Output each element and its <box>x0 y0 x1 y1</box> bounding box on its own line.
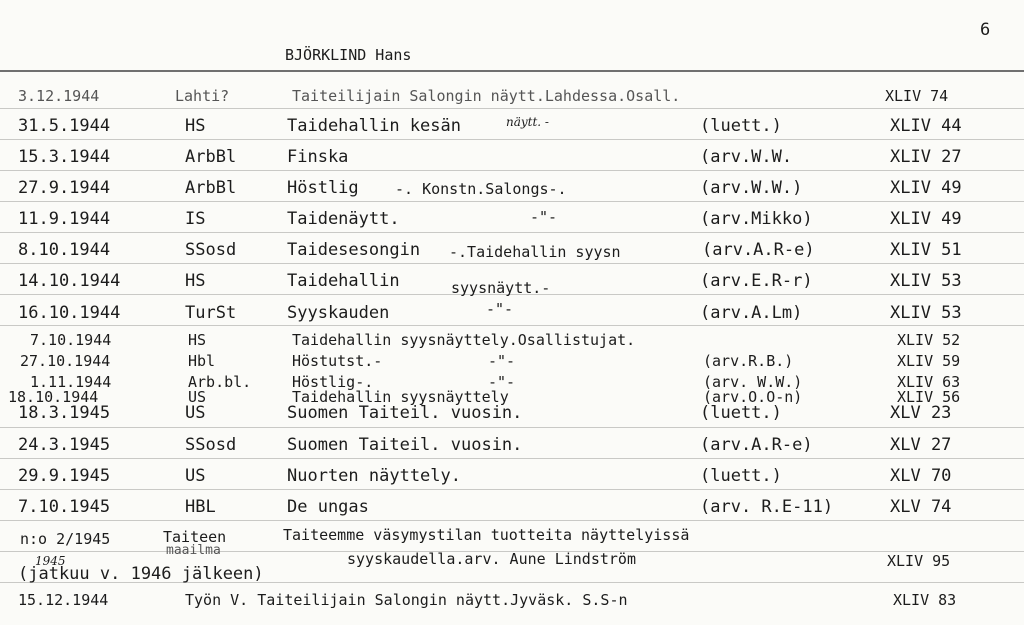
entry-ref: XLIV 74 <box>885 87 949 105</box>
entry-ref: XLIV 27 <box>890 147 962 167</box>
entry-author: (arv.W.W. <box>700 147 793 167</box>
ditto-mark: -"- <box>488 352 516 370</box>
ditto-mark: -"- <box>488 373 516 391</box>
entry-date: 14.10.1944 <box>18 271 121 291</box>
entry-author: (luett.) <box>700 466 782 486</box>
entry-author: (arv.Mikko) <box>700 209 813 229</box>
ruled-line <box>0 427 1024 428</box>
entry-date: 15.3.1944 <box>18 147 111 167</box>
entry-date: 7.10.1945 <box>18 497 111 517</box>
entry-source: US <box>185 466 206 486</box>
entry-title: Nuorten näyttely. <box>287 466 461 486</box>
entry-title-continuation: -.Taidehallin syysn <box>449 243 621 261</box>
entry-source: ArbBl <box>185 147 237 167</box>
note-title: Taiteemme väsymystilan tuotteita näyttelyissä <box>283 526 690 544</box>
entry-author: (luett.) <box>700 116 782 136</box>
entry-source: HS <box>185 271 206 291</box>
entry-date: 27.10.1944 <box>20 352 111 370</box>
note-source: Taiteen <box>163 528 227 546</box>
entry-source: SSosd <box>185 240 237 260</box>
ruled-line <box>0 139 1024 140</box>
entry-ref: XLIV 51 <box>890 240 962 260</box>
entry-title: Höstutst.- <box>292 352 383 370</box>
ruled-line <box>0 232 1024 233</box>
entry-date: 8.10.1944 <box>18 240 111 260</box>
entry-title: De ungas <box>287 497 369 517</box>
entry-title: Höstlig-. <box>292 373 374 391</box>
entry-ref: XLV 23 <box>890 403 952 423</box>
page-number: 6 <box>980 20 991 40</box>
entry-source: HS <box>185 116 206 136</box>
entry-source: US <box>185 403 206 423</box>
entry-title: Työn V. Taiteilijain Salongin näytt.Jyväsk. S.S-n <box>185 591 628 609</box>
entry-author: (arv.A.Lm) <box>700 303 803 323</box>
entry-date: 29.9.1945 <box>18 466 111 486</box>
ruled-line <box>0 489 1024 490</box>
entry-source: Lahti? <box>175 87 230 105</box>
ruled-line <box>0 108 1024 109</box>
handwritten-year: 1945 <box>35 554 66 568</box>
entry-author: (arv.A.R-e) <box>700 435 813 455</box>
entry-date: 7.10.1944 <box>30 331 112 349</box>
entry-date: 11.9.1944 <box>18 209 111 229</box>
entry-date: 3.12.1944 <box>18 87 100 105</box>
entry-source: HS <box>188 331 207 349</box>
entry-ref: XLIV 49 <box>890 178 962 198</box>
ruled-line <box>0 201 1024 202</box>
entry-date: 18.3.1945 <box>18 403 111 423</box>
entry-date: 31.5.1944 <box>18 116 111 136</box>
continuation-note: (jatkuu v. 1946 jälkeen) <box>18 564 264 584</box>
entry-date: 15.12.1944 <box>18 591 109 609</box>
entry-author: (arv.E.R-r) <box>700 271 813 291</box>
entry-date: 18.10.1944 <box>8 388 99 406</box>
entry-ref: XLIV 59 <box>897 352 961 370</box>
entry-title: Taiteilijain Salongin näytt.Lahdessa.Osall. <box>292 87 681 105</box>
entry-source: SSosd <box>185 435 237 455</box>
entry-ref: XLIV 52 <box>897 331 961 349</box>
entry-title: Höstlig <box>287 178 359 198</box>
entry-ref: XLV 74 <box>890 497 952 517</box>
entry-author: (arv.R.B.) <box>703 352 794 370</box>
entry-ref: XLIV 44 <box>890 116 962 136</box>
ditto-mark: -"- <box>486 300 514 318</box>
entry-ref: XLIV 53 <box>890 303 962 323</box>
ruled-line <box>0 325 1024 326</box>
entry-title: Taidehallin kesän <box>287 116 461 136</box>
entry-source: ArbBl <box>185 178 237 198</box>
entry-date: 1.11.1944 <box>30 373 112 391</box>
entry-source: HBL <box>185 497 216 517</box>
entry-title-continuation: syysnäytt.- <box>451 279 551 297</box>
note-source-line2: maailma <box>166 543 221 558</box>
entry-ref: XLIV 63 <box>897 373 961 391</box>
entry-title-continuation: -. Konstn.Salongs-. <box>395 180 567 198</box>
entry-source: US <box>188 388 207 406</box>
entry-author: (luett.) <box>700 403 782 423</box>
ruled-line <box>0 458 1024 459</box>
entry-source: TurSt <box>185 303 237 323</box>
entry-author: (arv.A.R-e) <box>702 240 815 260</box>
ruled-line <box>0 520 1024 521</box>
entry-title: Taidehallin syysnäyttely <box>292 388 509 406</box>
entry-title: Finska <box>287 147 349 167</box>
entry-source: Hbl <box>188 352 216 370</box>
entry-author: (arv. R.E-11) <box>700 497 834 517</box>
entry-source: IS <box>185 209 206 229</box>
entry-date: 27.9.1944 <box>18 178 111 198</box>
entry-ref: XLIV 49 <box>890 209 962 229</box>
entry-title: Taidehallin syysnäyttely.Osallistujat. <box>292 331 636 349</box>
entry-title: Suomen Taiteil. vuosin. <box>287 403 523 423</box>
entry-title: Syyskauden <box>287 303 390 323</box>
ruled-line <box>0 263 1024 264</box>
ditto-mark: -"- <box>530 208 558 226</box>
entry-date: 16.10.1944 <box>18 303 121 323</box>
entry-title: Taidesesongin <box>287 240 421 260</box>
ruled-line <box>0 170 1024 171</box>
entry-author: (arv.O.O-n) <box>703 388 803 406</box>
entry-ref: XLIV 56 <box>897 388 961 406</box>
person-name: BJÖRKLIND Hans <box>285 46 412 64</box>
entry-ref: XLIV 53 <box>890 271 962 291</box>
note-title-line2: syyskaudella.arv. Aune Lindström <box>347 550 636 568</box>
entry-title: Taidenäytt. <box>287 209 400 229</box>
entry-ref: XLIV 83 <box>893 591 957 609</box>
entry-source: Arb.bl. <box>188 373 252 391</box>
note-number: n:o 2/1945 <box>20 530 111 548</box>
note-ref: XLIV 95 <box>887 552 951 570</box>
entry-ref: XLV 27 <box>890 435 952 455</box>
entry-title: Suomen Taiteil. vuosin. <box>287 435 523 455</box>
entry-date: 24.3.1945 <box>18 435 111 455</box>
header-rule <box>0 70 1024 72</box>
entry-title: Taidehallin <box>287 271 400 291</box>
entry-author: (arv. W.W.) <box>703 373 803 391</box>
handwritten-note: näytt. - <box>506 115 549 129</box>
entry-ref: XLV 70 <box>890 466 952 486</box>
entry-author: (arv.W.W.) <box>700 178 803 198</box>
